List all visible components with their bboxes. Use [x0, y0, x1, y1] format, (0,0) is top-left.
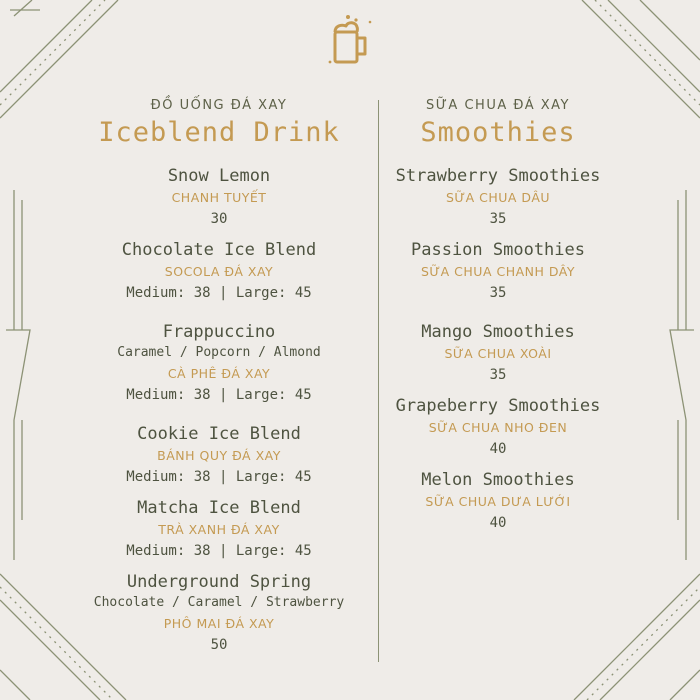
menu-item	[333, 166, 663, 230]
item-vietnamese-name: SOCOLA ĐÁ XAY	[164, 264, 274, 279]
item-name: Melon Smoothies	[421, 470, 575, 490]
section-subtitle: ĐỒ UỐNG ĐÁ XAY	[150, 98, 288, 113]
item-price: Medium: 38 | Large: 45	[126, 387, 312, 403]
item-price: 35	[489, 285, 507, 301]
item-vietnamese-name: TRÀ XANH ĐÁ XAY	[158, 522, 280, 537]
menu-item	[333, 396, 663, 460]
item-name: Snow Lemon	[167, 166, 271, 186]
item-name: Matcha Ice Blend	[137, 498, 301, 518]
beer-mug-icon	[326, 12, 376, 70]
item-price: Medium: 38 | Large: 45	[126, 469, 312, 485]
item-vietnamese-name: SỮA CHUA DƯA LƯỚI	[425, 494, 571, 509]
item-vietnamese-name: SỮA CHUA CHANH DÂY	[420, 264, 575, 279]
menu-item	[333, 322, 663, 386]
section-title: Smoothies	[420, 117, 576, 148]
item-name: Grapeberry Smoothies	[395, 396, 601, 416]
item-name: Underground Spring	[126, 572, 312, 592]
menu-item	[333, 470, 663, 534]
item-name: Passion Smoothies	[411, 240, 585, 260]
item-vietnamese-name: CHANH TUYẾT	[171, 190, 267, 205]
section-title: Iceblend Drink	[98, 117, 340, 148]
menu-item	[54, 572, 384, 656]
item-price: Medium: 38 | Large: 45	[126, 285, 312, 301]
item-name: Chocolate Ice Blend	[121, 240, 317, 260]
item-price: 40	[489, 515, 507, 531]
item-name: Strawberry Smoothies	[395, 166, 601, 186]
item-name: Frappuccino	[162, 322, 276, 342]
item-price: 50	[210, 637, 228, 653]
item-options: Chocolate / Caramel / Strawberry	[93, 595, 345, 610]
item-name: Cookie Ice Blend	[137, 424, 301, 444]
item-vietnamese-name: SỮA CHUA DÂU	[445, 190, 551, 205]
menu-item	[333, 240, 663, 304]
item-price: 35	[489, 367, 507, 383]
item-price: 40	[489, 441, 507, 457]
item-price: 30	[210, 211, 228, 227]
item-vietnamese-name: CÀ PHÊ ĐÁ XAY	[167, 366, 271, 381]
item-vietnamese-name: PHÔ MAI ĐÁ XAY	[163, 616, 275, 631]
item-vietnamese-name: SỮA CHUA NHO ĐEN	[428, 420, 568, 435]
item-options: Caramel / Popcorn / Almond	[117, 345, 321, 360]
section-subtitle: SỮA CHUA ĐÁ XAY	[426, 98, 570, 113]
smoothies-section	[333, 96, 663, 534]
item-vietnamese-name: BÁNH QUY ĐÁ XAY	[157, 448, 281, 463]
item-price: Medium: 38 | Large: 45	[126, 543, 312, 559]
item-name: Mango Smoothies	[421, 322, 575, 342]
item-vietnamese-name: SỮA CHUA XOÀI	[444, 346, 552, 361]
item-price: 35	[489, 211, 507, 227]
